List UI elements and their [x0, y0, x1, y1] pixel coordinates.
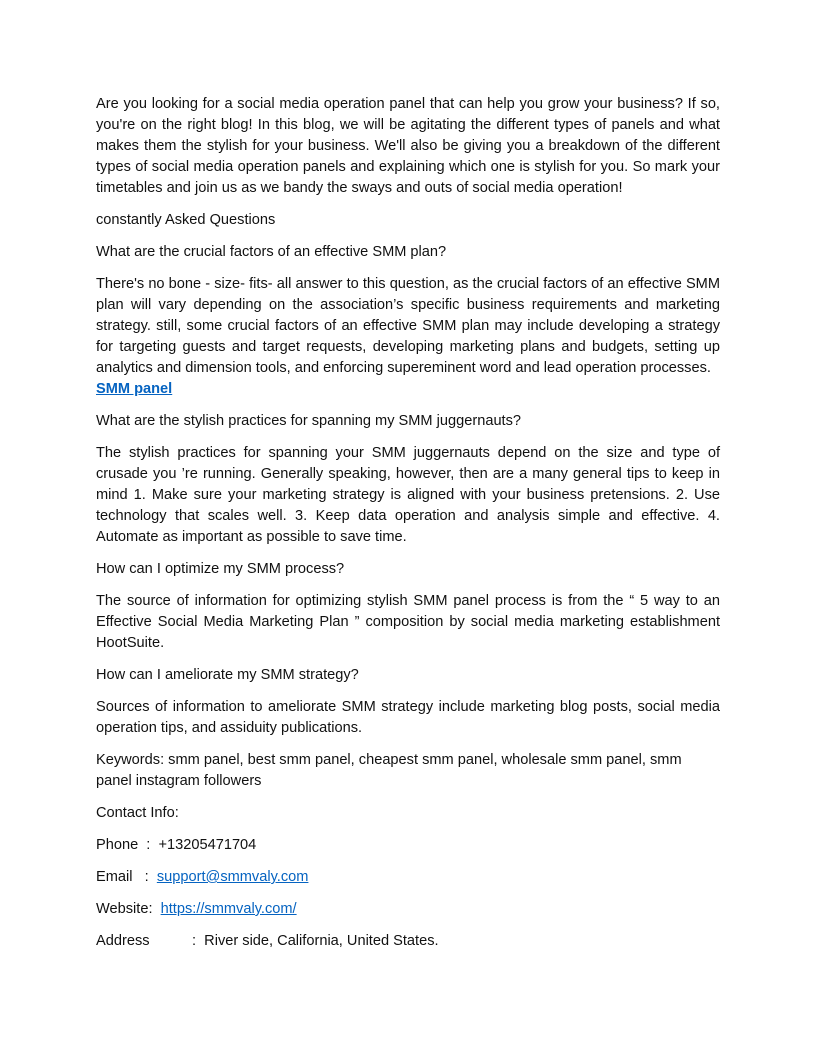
address-label: Address [96, 933, 150, 949]
website-label: Website: [96, 901, 161, 917]
phone-value: +13205471704 [158, 837, 257, 853]
question-1: What are the crucial factors of an effective SMM plan? [96, 244, 447, 260]
document-page [96, 94, 720, 963]
keywords-line: Keywords: smm panel, best smm panel, cheapest smm panel, wholesale smm panel, smm panel instagram followers [96, 752, 682, 789]
answer-3: The source of information for optimizing stylish SMM panel process is from the “ 5 way to an Effective Social Media Marketing Plan ” composition by social media marketing establishment HootSuite. [96, 593, 720, 651]
phone-row [96, 835, 720, 856]
faq-heading: constantly Asked Questions [96, 212, 276, 228]
email-label: Email : [96, 869, 157, 885]
answer-2: The stylish practices for spanning your SMM juggernauts depend on the size and type of crusade you ’re running. Generally speaking, however, then are a many general tips to keep in mind 1. Make sure your marketing strategy is aligned with your business pretensions. 2. Use technology that scales well. 3. Keep data operation and analysis simple and effective. 4. Automate as important as possible to save time. [96, 445, 720, 545]
question-4: How can I ameliorate my SMM strategy? [96, 667, 359, 683]
email-row [96, 867, 720, 888]
website-link[interactable]: https://smmvaly.com/ [160, 901, 297, 917]
phone-label: Phone : [96, 837, 159, 853]
contact-heading: Contact Info: [96, 805, 179, 821]
address-row [96, 931, 720, 952]
intro-paragraph: Are you looking for a social media operation panel that can help you grow your business? If so, you're on the right blog! In this blog, we will be agitating the different types of panels and what makes them the stylish for your business. We'll also be giving you a breakdown of the different types of social media operation panels and explaining which one is stylish for you. So mark your timetables and join us as we bandy the sways and outs of social media operation! [96, 96, 720, 196]
question-2: What are the stylish practices for spanning my SMM juggernauts? [96, 413, 522, 429]
question-3: How can I optimize my SMM process? [96, 561, 345, 577]
answer-1-text: There's no bone - size- fits- all answer to this question, as the crucial factors of an effective SMM plan will vary depending on the association’s specific business requirements and marketing strategy. still, some crucial factors of an effective SMM plan may include developing a strategy for targeting guests and target requests, developing marketing plans and budgets, setting up analytics and dimension tools, and enforcing supereminent word and lead operation processes. [96, 276, 720, 376]
answer-4: Sources of information to ameliorate SMM strategy include marketing blog posts, social media operation tips, and assiduity publications. [96, 699, 720, 736]
website-row [96, 899, 720, 920]
answer-1 [96, 274, 720, 400]
smm-panel-link[interactable]: SMM panel [96, 381, 173, 397]
email-link[interactable]: support@smmvaly.com [156, 869, 309, 885]
address-value: : River side, California, United States. [192, 933, 439, 949]
